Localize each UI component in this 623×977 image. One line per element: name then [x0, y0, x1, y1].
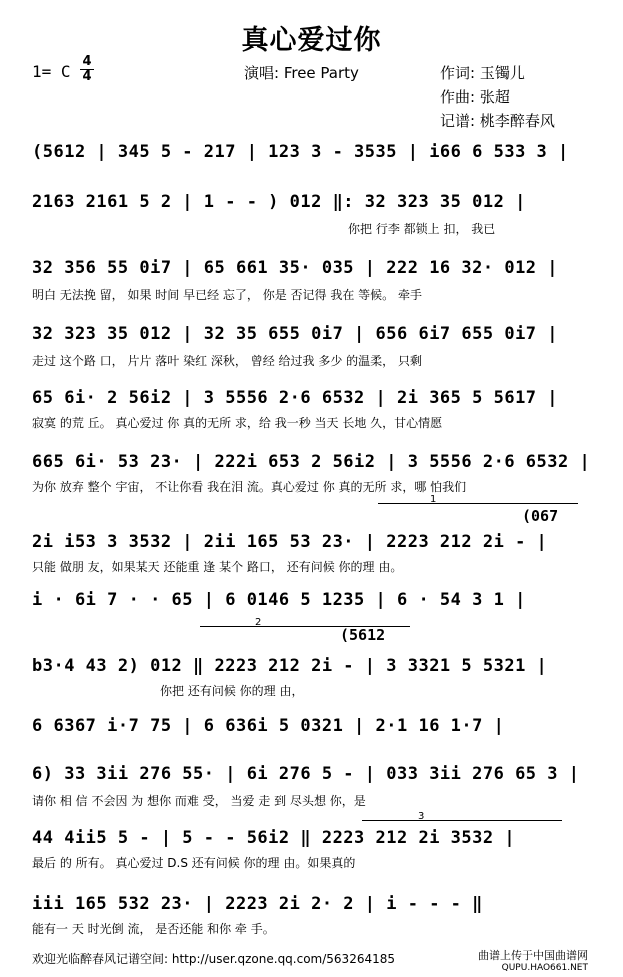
notation: 65 6i· 2 56i2 | 3 5556 2·6 6532 | 2i 365 5 5617 |: [32, 388, 559, 408]
lyrics: 明白 无法挽 留， 如果 时间 早已经 忘了， 你是 否记得 我在 等候。 牵手: [32, 288, 422, 302]
notation: 2i i53 3 3532 | 2ii 165 53 23· | 2223 212 2i - |: [32, 532, 548, 552]
notation: 665 6i· 53 23· | 222i 653 2 56i2 | 3 5556 2·6 6532 |: [32, 452, 591, 472]
notation: b3·4 43 2) 012 ‖ 2223 212 2i - | 3 3321 5 5321 |: [32, 656, 548, 676]
footer-text: 欢迎光临醉春风记谱空间: http://user.qzone.qq.com/563264185: [32, 952, 396, 966]
lyrics: 寂寞 的荒 丘。 真心爱过 你 真的无所 求，给 我一秒 当天 长地 久，甘心情愿: [32, 416, 443, 430]
time-signature: [80, 56, 94, 83]
time-top: 4: [82, 54, 92, 69]
volta-first: [378, 494, 578, 505]
volta-third: [362, 811, 562, 822]
lyrics: 走过 这个路 口， 片片 落叶 染红 深秋， 曾经 给过我 多少 的温柔， 只剩: [32, 354, 422, 368]
transcriber: 记谱: 桃李醉春风: [440, 112, 555, 130]
composer: 作曲: 张超: [440, 88, 510, 106]
repeat-lead: (5612: [340, 626, 386, 644]
notation: (5612 | 345 5 - 217 | 123 3 - 3535 | i66 6 533 3 |: [32, 142, 569, 162]
lyrics: 你把 还有问候 你的理 由，: [160, 684, 304, 698]
watermark-url: QUPU.HAO661.NET: [501, 963, 588, 973]
lyrics: 只能 做朋 友，如果某天 还能重 逢 某个 路口， 还有问候 你的理 由。: [32, 560, 403, 574]
notation: 6 6367 i·7 75 | 6 636i 5 0321 | 2·1 16 1·7 |: [32, 716, 505, 736]
volta-number: 2: [255, 617, 262, 628]
key-signature: 1= C: [32, 62, 71, 81]
singer: 演唱: Free Party: [244, 64, 359, 82]
notation: 6) 33 3ii 276 55· | 6i 276 5 - | 033 3ii 276 65 3 |: [32, 764, 580, 784]
lyrics: 请你 相 信 不会因 为 想你 而难 受， 当爱 走 到 尽头想 你，是: [32, 794, 366, 808]
volta-number: 3: [418, 811, 425, 822]
notation: 2163 2161 5 2 | 1 - - ) 012 ‖: 32 323 35 012 |: [32, 192, 526, 212]
watermark: [478, 950, 588, 974]
lyrics: 能有一 天 时光倒 流， 是否还能 和你 牵 手。: [32, 922, 275, 936]
notation: iii 165 532 23· | 2223 2i 2· 2 | i - - - ‖: [32, 894, 483, 914]
lyrics: 为你 放弃 整个 宇宙， 不让你看 我在泪 流。真心爱过 你 真的无所 求，哪 怕我们: [32, 480, 467, 494]
lyrics: 最后 的 所有。 真心爱过 D.S 还有问候 你的理 由。如果真的: [32, 856, 356, 870]
notation: 44 4ii5 5 - | 5 - - 56i2 ‖ 2223 212 2i 3532 |: [32, 828, 516, 848]
volta-number: 1: [430, 494, 437, 505]
lyricist: 作词: 玉镯儿: [440, 64, 525, 82]
notation: i · 6i 7 · · 65 | 6 0146 5 1235 | 6 · 54 3 1 |: [32, 590, 526, 610]
page-title: 真心爱过你: [241, 25, 382, 56]
repeat-lead: (067: [522, 507, 559, 525]
time-bottom: 4: [82, 69, 92, 84]
watermark-text: 曲谱上传于中国曲谱网: [478, 949, 588, 962]
notation: 32 356 55 0i7 | 65 661 35· 035 | 222 16 32· 012 |: [32, 258, 559, 278]
notation: 32 323 35 012 | 32 35 655 0i7 | 656 6i7 655 0i7 |: [32, 324, 559, 344]
lyrics: 你把 行李 都锁上 扣， 我已: [348, 222, 496, 236]
